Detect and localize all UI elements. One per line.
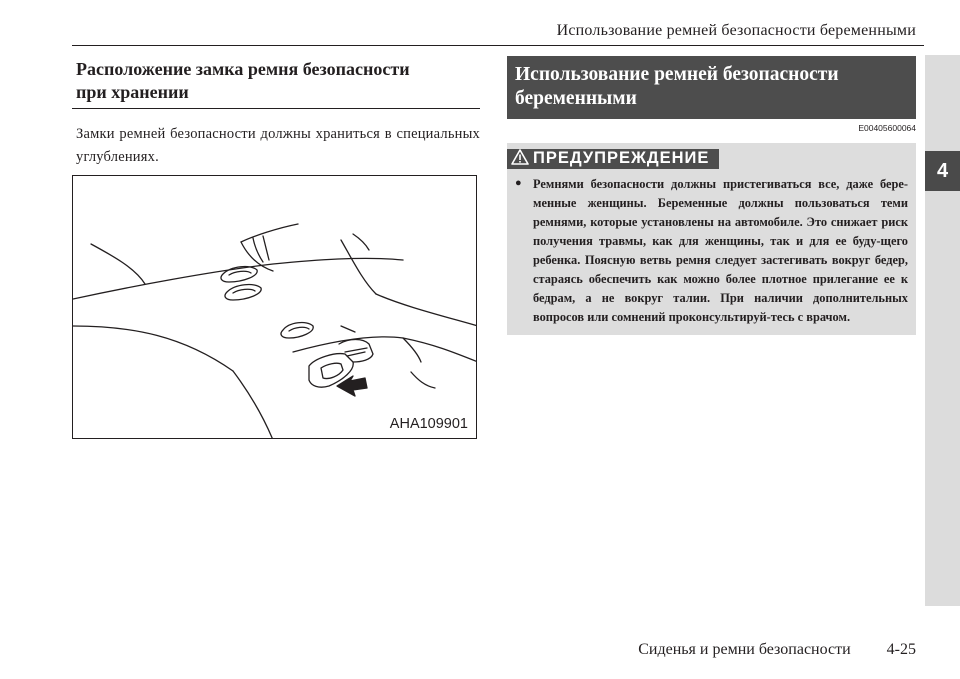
- left-column: [72, 58, 480, 169]
- body-paragraph: Замки ремней безопасности должны храниться в специальных углублениях.: [76, 126, 480, 165]
- warning-title: [507, 149, 719, 169]
- warning-triangle-icon: [511, 149, 529, 165]
- chapter-number-badge: 4: [925, 151, 960, 191]
- buckle-storage-figure: [72, 175, 477, 439]
- warning-title-text: ПРЕДУПРЕЖДЕНИЕ: [533, 149, 710, 167]
- document-code: E00405600064: [858, 123, 916, 133]
- heading-line-1: Использование ремней безопасности: [515, 64, 839, 85]
- header-rule: [72, 45, 924, 46]
- seatbelt-buckle-storage-illustration: [73, 176, 477, 439]
- footer-section-title: Сиденья и ремни безопасности: [638, 641, 851, 658]
- page-number: 4-25: [886, 641, 916, 658]
- warning-box: [507, 143, 916, 335]
- heading-line-1: Расположение замка ремня безопасности: [76, 59, 410, 79]
- page-footer: [638, 641, 916, 659]
- section-heading-buckle-storage: [72, 58, 480, 104]
- warning-text: Ремнями безопасности должны пристегиваться все, даже бере-менные женщины. Беременные должны пользоваться теми ремнями, которые установлены на автомобиле. Это снижает риск получения травмы, как для женщины, так и для ее буду-щего ребенка. Поясную ветвь ремня следует застегивать вокруг бедер, стараясь обеспечить как можно более плотное прилегание ее к бедрам, а не вокруг талии. При наличии дополнительных вопросов или сомнений проконсультируй-тесь с врачом.: [533, 177, 908, 324]
- running-header: Использование ремней безопасности беременными: [556, 22, 916, 39]
- figure-code: AHA109901: [389, 416, 468, 432]
- heading-line-2: при хранении: [76, 82, 189, 102]
- bullet-icon: ●: [515, 177, 522, 189]
- warning-item: [515, 175, 908, 327]
- section-heading-pregnant-use: [507, 56, 916, 119]
- chapter-side-tab: [925, 55, 960, 606]
- section-heading-rule: [72, 108, 480, 109]
- heading-line-2: беременными: [515, 88, 637, 109]
- right-column: [507, 56, 916, 335]
- warning-title-row: [515, 149, 908, 169]
